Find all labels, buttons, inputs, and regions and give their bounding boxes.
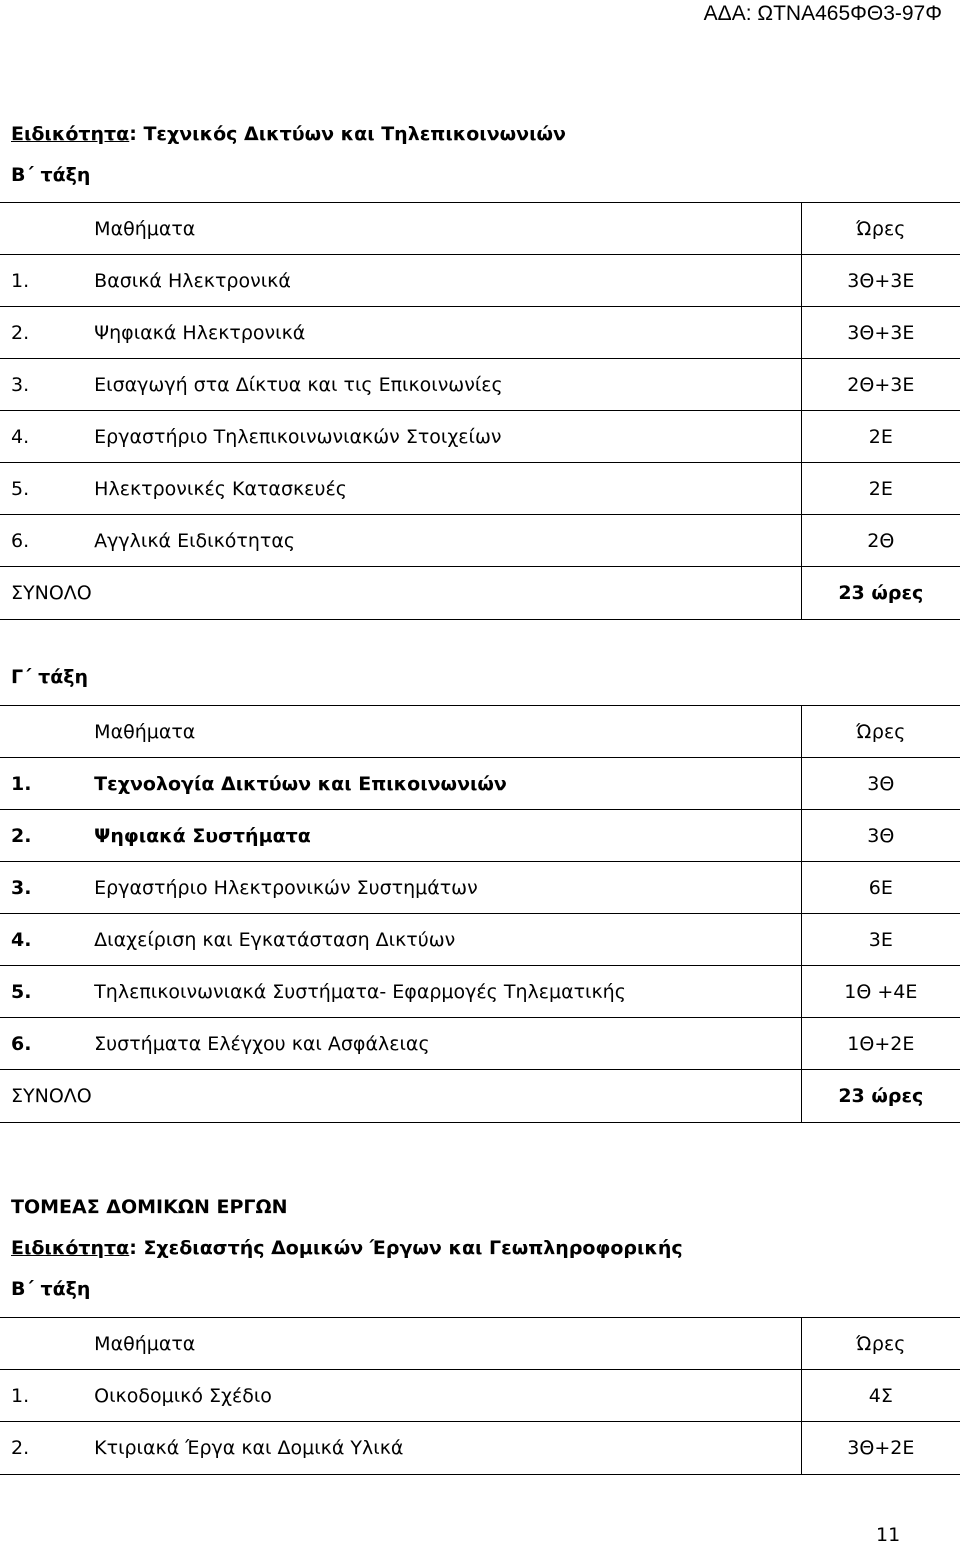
row-number: 4. [0,411,83,463]
specialty-label: Ειδικότητα [11,123,130,145]
table-row [0,810,960,862]
course-hours: 3Θ [801,758,960,810]
header-courses: Μαθήματα [83,1318,801,1370]
course-hours: 3Θ [801,810,960,862]
specialty-label: Ειδικότητα [11,1237,130,1259]
page-number: 11 [876,1524,901,1546]
course-hours: 3Θ+2Ε [801,1422,960,1475]
course-name: Οικοδομικό Σχέδιο [83,1370,801,1422]
table-row [0,515,960,567]
class-title: Β΄ τάξη [11,1278,91,1300]
course-hours: 1Θ +4Ε [801,966,960,1018]
header-num-cell [0,1318,83,1370]
total-label: ΣΥΝΟΛΟ [0,567,801,620]
header-hours: Ώρες [801,1318,960,1370]
row-number: 2. [0,1422,83,1475]
course-name: Ψηφιακά Συστήματα [83,810,801,862]
header-courses: Μαθήματα [83,706,801,758]
course-name: Αγγλικά Ειδικότητας [83,515,801,567]
row-number: 3. [0,359,83,411]
total-value: 23 ώρες [801,1070,960,1123]
course-hours: 3Ε [801,914,960,966]
header-hours: Ώρες [801,706,960,758]
specialty-name: : Σχεδιαστής Δομικών Έργων και Γεωπληροφορικής [129,1237,683,1259]
header-courses: Μαθήματα [83,203,801,255]
row-number: 2. [0,810,83,862]
table-row [0,307,960,359]
table-row [0,255,960,307]
course-name: Τηλεπικοινωνιακά Συστήματα- Εφαρμογές Τηλεματικής [83,966,801,1018]
row-number: 6. [0,1018,83,1070]
course-name: Εργαστήριο Τηλεπικοινωνιακών Στοιχείων [83,411,801,463]
table-row [0,1370,960,1422]
total-row [0,1070,960,1123]
row-number: 1. [0,758,83,810]
table-row [0,1422,960,1475]
course-name: Ηλεκτρονικές Κατασκευές [83,463,801,515]
course-table [0,1317,960,1475]
row-number: 1. [0,1370,83,1422]
specialty-name: : Τεχνικός Δικτύων και Τηλεπικοινωνιών [129,123,566,145]
table-row [0,359,960,411]
table-row [0,966,960,1018]
course-hours: 2Ε [801,411,960,463]
table-header-row [0,203,960,255]
sector-title: ΤΟΜΕΑΣ ΔΟΜΙΚΩΝ ΕΡΓΩΝ [11,1196,288,1218]
header-num-cell [0,203,83,255]
row-number: 3. [0,862,83,914]
total-value: 23 ώρες [801,567,960,620]
course-hours: 6Ε [801,862,960,914]
table-row [0,463,960,515]
document-id: ΑΔΑ: ΩΤΝΑ465ΦΘ3-97Φ [703,2,942,25]
row-number: 2. [0,307,83,359]
specialty-heading [11,1237,683,1259]
class-title: Β΄ τάξη [11,164,91,186]
row-number: 5. [0,966,83,1018]
total-label: ΣΥΝΟΛΟ [0,1070,801,1123]
row-number: 5. [0,463,83,515]
course-name: Βασικά Ηλεκτρονικά [83,255,801,307]
course-hours: 2Θ [801,515,960,567]
course-name: Ψηφιακά Ηλεκτρονικά [83,307,801,359]
course-table [0,202,960,620]
row-number: 1. [0,255,83,307]
course-name: Εισαγωγή στα Δίκτυα και τις Επικοινωνίες [83,359,801,411]
table-row [0,411,960,463]
specialty-heading [11,123,566,145]
table-header-row [0,1318,960,1370]
row-number: 6. [0,515,83,567]
row-number: 4. [0,914,83,966]
course-hours: 1Θ+2Ε [801,1018,960,1070]
course-hours: 2Θ+3Ε [801,359,960,411]
table-row [0,1018,960,1070]
course-hours: 3Θ+3Ε [801,255,960,307]
course-name: Τεχνολογία Δικτύων και Επικοινωνιών [83,758,801,810]
course-name: Διαχείριση και Εγκατάσταση Δικτύων [83,914,801,966]
table-header-row [0,706,960,758]
course-hours: 2Ε [801,463,960,515]
table-row [0,758,960,810]
header-num-cell [0,706,83,758]
course-hours: 3Θ+3Ε [801,307,960,359]
course-name: Κτιριακά Έργα και Δομικά Υλικά [83,1422,801,1475]
course-hours: 4Σ [801,1370,960,1422]
class-title: Γ΄ τάξη [11,666,89,688]
course-table [0,705,960,1123]
course-name: Συστήματα Ελέγχου και Ασφάλειας [83,1018,801,1070]
total-row [0,567,960,620]
course-name: Εργαστήριο Ηλεκτρονικών Συστημάτων [83,862,801,914]
table-row [0,862,960,914]
table-row [0,914,960,966]
header-hours: Ώρες [801,203,960,255]
